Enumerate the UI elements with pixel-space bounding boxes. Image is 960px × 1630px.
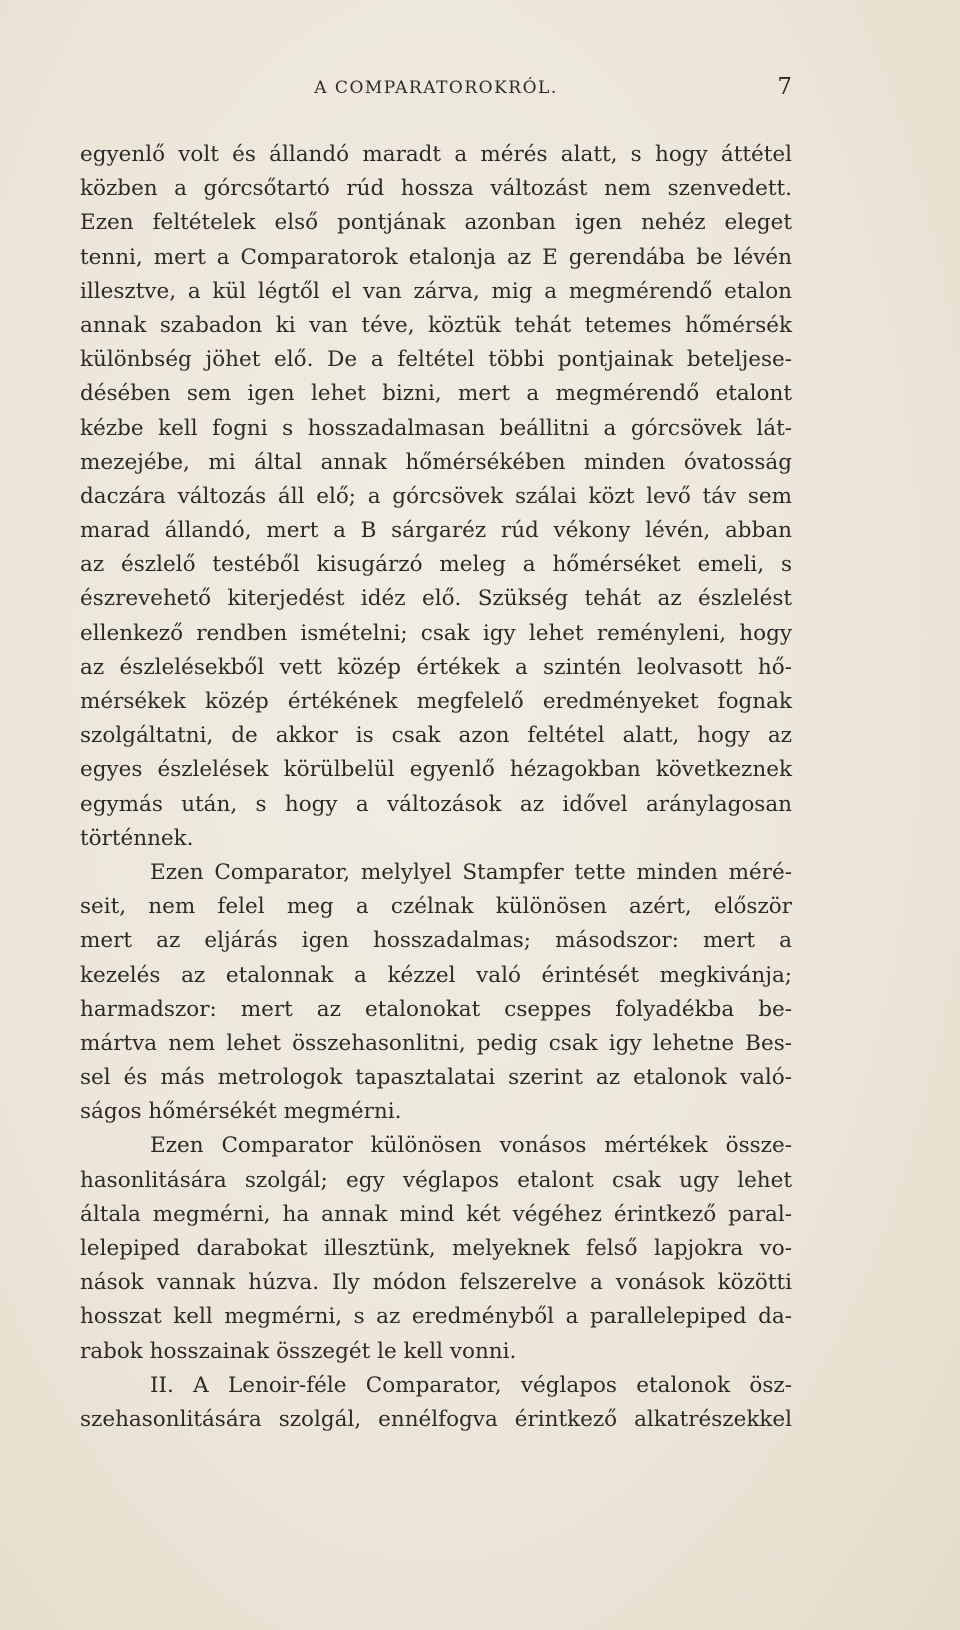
body-text xyxy=(80,138,792,1437)
text-line: történnek. xyxy=(80,825,194,851)
text-line: különbség jöhet elő. De a feltétel többi pontjainak beteljese- xyxy=(80,347,792,373)
text-line: ellenkező rendben ismételni; csak igy lehet reményleni, hogy xyxy=(80,620,792,646)
page-header xyxy=(80,74,792,106)
text-line: ságos hőmérsékét megmérni. xyxy=(80,1099,402,1125)
running-head: A COMPARATOROKRÓL. xyxy=(314,78,558,98)
text-line: Ezen feltételek első pontjának azonban igen nehéz eleget xyxy=(80,210,792,236)
text-line: hasonlitására szolgál; egy véglapos etalont csak ugy lehet xyxy=(80,1167,792,1193)
text-line: illesztve, a kül légtől el van zárva, mig a megmérendő etalon xyxy=(80,278,792,304)
text-line: egymás után, s hogy a változások az idővel aránylagosan xyxy=(80,791,792,817)
text-line: désében sem igen lehet bizni, mert a megmérendő etalont xyxy=(80,381,792,407)
text-line: mert az eljárás igen hosszadalmas; másodszor: mert a xyxy=(80,928,792,954)
text-line: egyenlő volt és állandó maradt a mérés alatt, s hogy áttétel xyxy=(80,142,792,167)
text-line: közben a górcsőtartó rúd hossza változást nem szenvedett. xyxy=(80,176,792,202)
page-number: 7 xyxy=(777,74,792,100)
text-line: Ezen Comparator, melylyel Stampfer tette minden méré- xyxy=(150,859,792,885)
text-line: rabok hosszainak összegét le kell vonni. xyxy=(80,1338,517,1364)
text-line: szehasonlitására szolgál, ennélfogva érintkező alkatrészekkel xyxy=(80,1406,792,1432)
text-line: sel és más metrologok tapasztalatai szerint az etalonok való- xyxy=(80,1065,792,1091)
text-line: harmadszor: mert az etalonokat cseppes folyadékba be- xyxy=(80,996,792,1022)
text-line: marad állandó, mert a B sárgaréz rúd vékony lévén, abban xyxy=(80,518,792,544)
text-line: általa megmérni, ha annak mind két végéhez érintkező paral- xyxy=(80,1201,792,1227)
text-line: észrevehető kiterjedést idéz elő. Szükség tehát az észlelést xyxy=(80,586,792,612)
text-line: tenni, mert a Comparatorok etalonja az E gerendába be lévén xyxy=(80,244,792,270)
text-line: mérsékek közép értékének megfelelő eredményeket fognak xyxy=(80,689,792,714)
text-line: az észlelésekből vett közép értékek a szintén leolvasott hő- xyxy=(80,654,792,680)
text-line: nások vannak húzva. Ily módon felszerelve a vonások közötti xyxy=(80,1270,792,1296)
text-line: kezelés az etalonnak a kézzel való érintését megkivánja; xyxy=(80,962,792,988)
text-line: lelepiped darabokat illesztünk, melyeknek felső lapjokra vo- xyxy=(80,1236,792,1261)
text-line: seit, nem felel meg a czélnak különösen azért, először xyxy=(80,894,792,920)
text-line: mártva nem lehet összehasonlitni, pedig csak igy lehetne Bes- xyxy=(80,1030,792,1056)
text-line: az észlelő testéből kisugárzó meleg a hőmérséket emeli, s xyxy=(80,552,792,578)
text-line: egyes észlelések körülbelül egyenlő hézagokban következnek xyxy=(80,757,792,783)
text-line: hosszat kell megmérni, s az eredményből a parallelepiped da- xyxy=(80,1304,792,1330)
text-line: mezejébe, mi által annak hőmérsékében minden óvatosság xyxy=(80,449,792,475)
text-line: kézbe kell fogni s hosszadalmasan beállitni a górcsövek lát- xyxy=(80,415,792,441)
text-line: szolgáltatni, de akkor is csak azon feltétel alatt, hogy az xyxy=(80,723,792,749)
text-line: II. A Lenoir-féle Comparator, véglapos etalonok ösz- xyxy=(150,1372,792,1398)
text-line: daczára változás áll elő; a górcsövek szálai közt levő táv sem xyxy=(80,483,792,509)
text-line: Ezen Comparator különösen vonásos mértékek össze- xyxy=(150,1133,792,1159)
text-line: annak szabadon ki van téve, köztük tehát tetemes hőmérsék xyxy=(80,312,792,338)
